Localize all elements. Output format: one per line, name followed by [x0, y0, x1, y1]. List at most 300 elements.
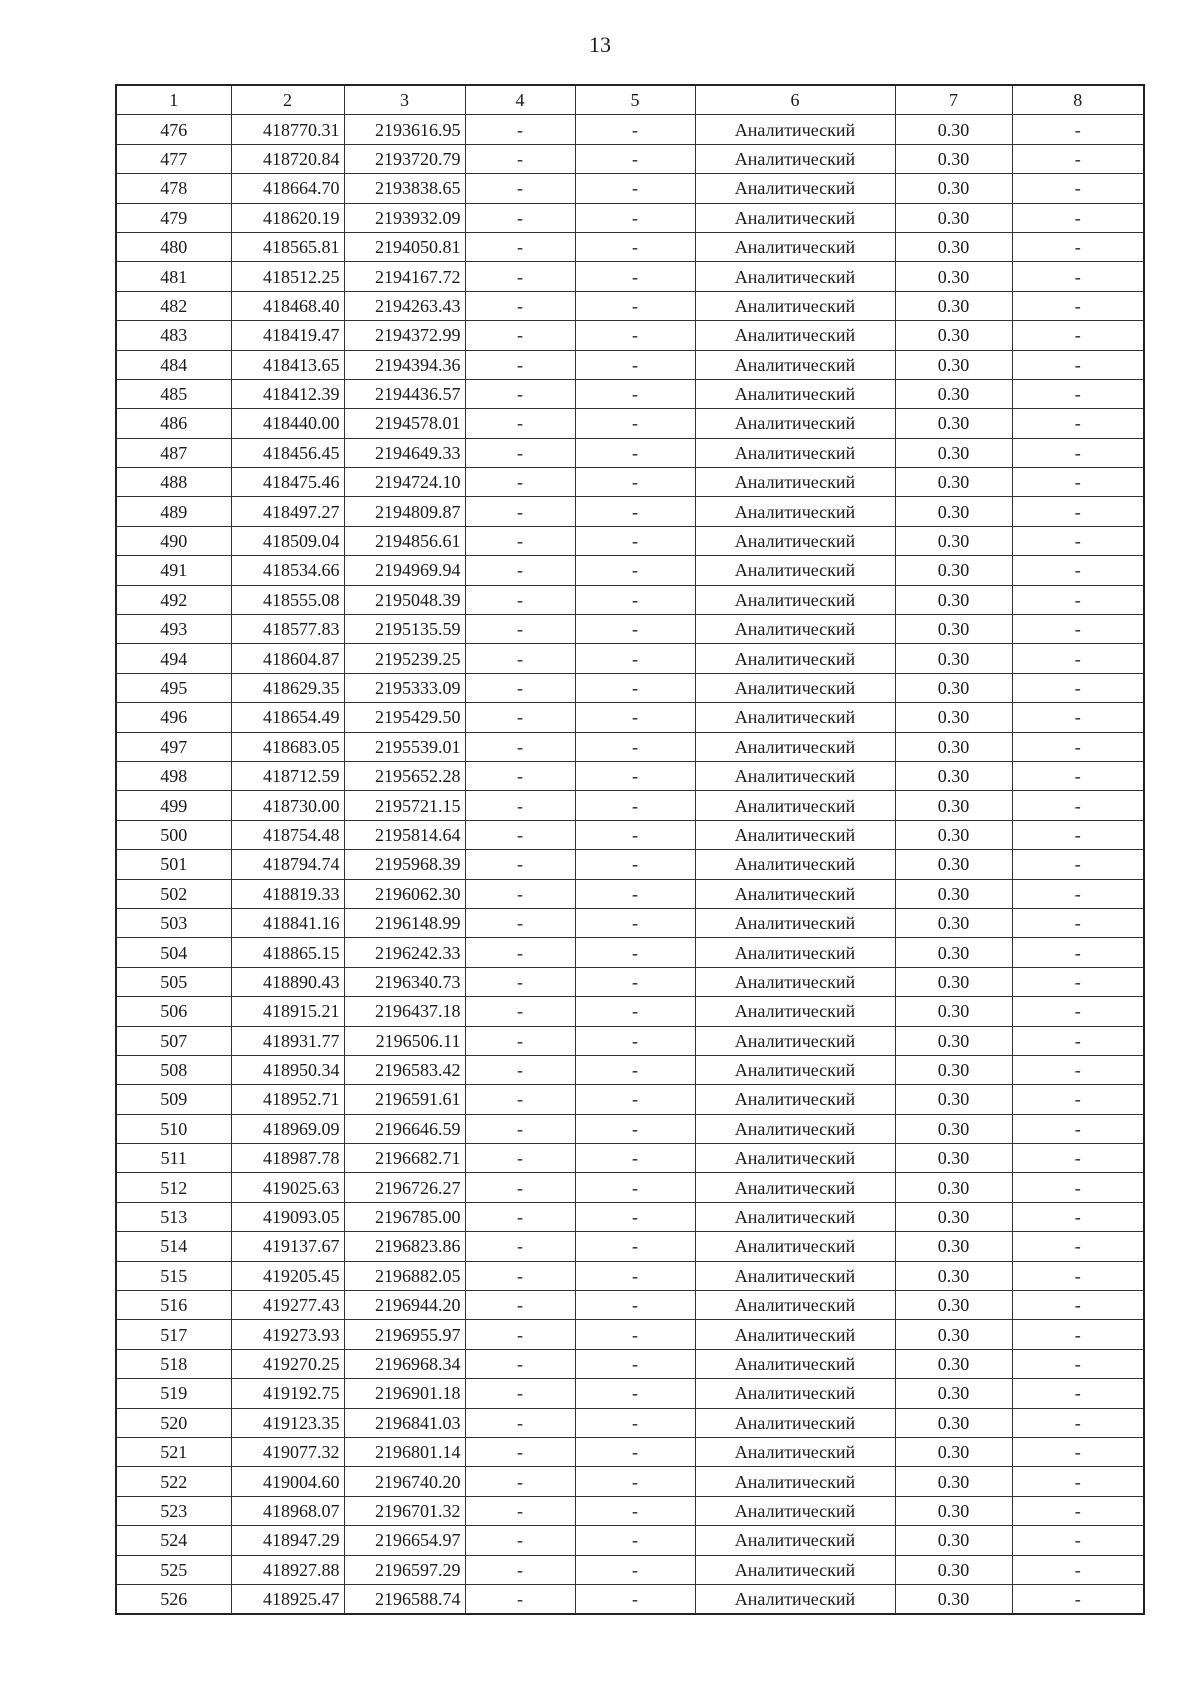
cell-x-coordinate: 418730.00 [231, 791, 344, 820]
table-row [116, 1526, 1144, 1555]
cell-col-4: - [465, 379, 575, 408]
table-row [116, 321, 1144, 350]
cell-point-number: 513 [116, 1202, 231, 1231]
cell-method: Аналитический [695, 1379, 895, 1408]
cell-accuracy: 0.30 [895, 879, 1012, 908]
cell-x-coordinate: 419077.32 [231, 1437, 344, 1466]
cell-point-number: 477 [116, 144, 231, 173]
cell-col-5: - [575, 938, 695, 967]
cell-x-coordinate: 418969.09 [231, 1114, 344, 1143]
cell-x-coordinate: 419123.35 [231, 1408, 344, 1437]
cell-col-8: - [1012, 115, 1144, 144]
cell-accuracy: 0.30 [895, 1202, 1012, 1231]
cell-point-number: 520 [116, 1408, 231, 1437]
cell-col-8: - [1012, 1173, 1144, 1202]
table-row [116, 203, 1144, 232]
cell-method: Аналитический [695, 1202, 895, 1231]
cell-col-8: - [1012, 997, 1144, 1026]
cell-accuracy: 0.30 [895, 1584, 1012, 1614]
cell-col-8: - [1012, 1232, 1144, 1261]
cell-point-number: 505 [116, 967, 231, 996]
cell-point-number: 519 [116, 1379, 231, 1408]
cell-col-8: - [1012, 1408, 1144, 1437]
cell-accuracy: 0.30 [895, 938, 1012, 967]
cell-col-4: - [465, 1379, 575, 1408]
cell-col-4: - [465, 703, 575, 732]
cell-col-4: - [465, 262, 575, 291]
cell-col-4: - [465, 203, 575, 232]
cell-col-4: - [465, 1496, 575, 1525]
cell-accuracy: 0.30 [895, 291, 1012, 320]
cell-col-5: - [575, 644, 695, 673]
cell-y-coordinate: 2195721.15 [344, 791, 465, 820]
table-row [116, 350, 1144, 379]
cell-accuracy: 0.30 [895, 379, 1012, 408]
table-row [116, 1584, 1144, 1614]
table-row [116, 791, 1144, 820]
cell-col-8: - [1012, 1526, 1144, 1555]
cell-y-coordinate: 2196437.18 [344, 997, 465, 1026]
cell-col-4: - [465, 1320, 575, 1349]
table-row [116, 291, 1144, 320]
cell-x-coordinate: 418952.71 [231, 1085, 344, 1114]
cell-col-4: - [465, 497, 575, 526]
cell-col-5: - [575, 1261, 695, 1290]
cell-col-4: - [465, 350, 575, 379]
cell-method: Аналитический [695, 585, 895, 614]
cell-y-coordinate: 2195814.64 [344, 820, 465, 849]
cell-method: Аналитический [695, 1055, 895, 1084]
cell-x-coordinate: 418950.34 [231, 1055, 344, 1084]
table-row [116, 1320, 1144, 1349]
cell-point-number: 526 [116, 1584, 231, 1614]
cell-y-coordinate: 2195968.39 [344, 850, 465, 879]
cell-accuracy: 0.30 [895, 1114, 1012, 1143]
coordinates-table [115, 84, 1145, 1615]
cell-method: Аналитический [695, 1437, 895, 1466]
cell-col-8: - [1012, 1114, 1144, 1143]
cell-x-coordinate: 418794.74 [231, 850, 344, 879]
cell-method: Аналитический [695, 644, 895, 673]
cell-col-5: - [575, 203, 695, 232]
cell-x-coordinate: 418720.84 [231, 144, 344, 173]
table-row [116, 703, 1144, 732]
cell-method: Аналитический [695, 409, 895, 438]
cell-col-8: - [1012, 1291, 1144, 1320]
table-row [116, 879, 1144, 908]
cell-method: Аналитический [695, 379, 895, 408]
table-row [116, 1555, 1144, 1584]
cell-point-number: 521 [116, 1437, 231, 1466]
cell-col-4: - [465, 673, 575, 702]
column-header-5: 5 [575, 85, 695, 115]
cell-accuracy: 0.30 [895, 908, 1012, 937]
cell-accuracy: 0.30 [895, 644, 1012, 673]
table-row [116, 232, 1144, 261]
cell-point-number: 512 [116, 1173, 231, 1202]
cell-x-coordinate: 418534.66 [231, 556, 344, 585]
cell-point-number: 500 [116, 820, 231, 849]
cell-x-coordinate: 418664.70 [231, 174, 344, 203]
table-header-row [116, 85, 1144, 115]
cell-point-number: 514 [116, 1232, 231, 1261]
cell-x-coordinate: 418925.47 [231, 1584, 344, 1614]
cell-col-5: - [575, 497, 695, 526]
cell-y-coordinate: 2196882.05 [344, 1261, 465, 1290]
cell-col-8: - [1012, 556, 1144, 585]
cell-col-5: - [575, 1555, 695, 1584]
cell-col-5: - [575, 997, 695, 1026]
cell-x-coordinate: 418927.88 [231, 1555, 344, 1584]
table-row [116, 1144, 1144, 1173]
cell-y-coordinate: 2196588.74 [344, 1584, 465, 1614]
cell-col-4: - [465, 1526, 575, 1555]
cell-col-4: - [465, 526, 575, 555]
cell-col-5: - [575, 1526, 695, 1555]
cell-col-4: - [465, 1026, 575, 1055]
cell-point-number: 507 [116, 1026, 231, 1055]
cell-x-coordinate: 418475.46 [231, 468, 344, 497]
cell-accuracy: 0.30 [895, 497, 1012, 526]
cell-accuracy: 0.30 [895, 1320, 1012, 1349]
table-row [116, 761, 1144, 790]
table-row [116, 468, 1144, 497]
cell-col-4: - [465, 115, 575, 144]
table-row [116, 1291, 1144, 1320]
cell-point-number: 487 [116, 438, 231, 467]
cell-point-number: 508 [116, 1055, 231, 1084]
cell-y-coordinate: 2196646.59 [344, 1114, 465, 1143]
cell-accuracy: 0.30 [895, 1496, 1012, 1525]
cell-col-5: - [575, 732, 695, 761]
cell-y-coordinate: 2196654.97 [344, 1526, 465, 1555]
cell-method: Аналитический [695, 321, 895, 350]
table-row [116, 438, 1144, 467]
column-header-8: 8 [1012, 85, 1144, 115]
cell-accuracy: 0.30 [895, 732, 1012, 761]
cell-col-5: - [575, 379, 695, 408]
cell-accuracy: 0.30 [895, 1261, 1012, 1290]
cell-method: Аналитический [695, 174, 895, 203]
cell-accuracy: 0.30 [895, 791, 1012, 820]
cell-point-number: 497 [116, 732, 231, 761]
cell-point-number: 515 [116, 1261, 231, 1290]
cell-y-coordinate: 2196841.03 [344, 1408, 465, 1437]
cell-col-8: - [1012, 791, 1144, 820]
cell-accuracy: 0.30 [895, 232, 1012, 261]
cell-col-4: - [465, 1261, 575, 1290]
cell-y-coordinate: 2195135.59 [344, 615, 465, 644]
cell-point-number: 491 [116, 556, 231, 585]
cell-point-number: 492 [116, 585, 231, 614]
table-row [116, 1349, 1144, 1378]
cell-x-coordinate: 418555.08 [231, 585, 344, 614]
cell-col-4: - [465, 1202, 575, 1231]
cell-y-coordinate: 2194167.72 [344, 262, 465, 291]
column-header-3: 3 [344, 85, 465, 115]
cell-col-8: - [1012, 703, 1144, 732]
cell-point-number: 485 [116, 379, 231, 408]
cell-col-4: - [465, 644, 575, 673]
cell-accuracy: 0.30 [895, 526, 1012, 555]
cell-y-coordinate: 2196968.34 [344, 1349, 465, 1378]
cell-method: Аналитический [695, 879, 895, 908]
cell-col-8: - [1012, 438, 1144, 467]
column-header-7: 7 [895, 85, 1012, 115]
cell-point-number: 501 [116, 850, 231, 879]
cell-col-8: - [1012, 174, 1144, 203]
column-header-1: 1 [116, 85, 231, 115]
cell-point-number: 522 [116, 1467, 231, 1496]
cell-col-4: - [465, 1114, 575, 1143]
table-row [116, 1202, 1144, 1231]
cell-y-coordinate: 2196801.14 [344, 1437, 465, 1466]
cell-method: Аналитический [695, 115, 895, 144]
cell-point-number: 483 [116, 321, 231, 350]
cell-col-8: - [1012, 967, 1144, 996]
cell-y-coordinate: 2193932.09 [344, 203, 465, 232]
cell-method: Аналитический [695, 203, 895, 232]
cell-col-4: - [465, 468, 575, 497]
page-number: 13 [589, 32, 611, 57]
cell-point-number: 510 [116, 1114, 231, 1143]
table-row [116, 938, 1144, 967]
cell-col-5: - [575, 703, 695, 732]
cell-accuracy: 0.30 [895, 761, 1012, 790]
cell-point-number: 502 [116, 879, 231, 908]
table-row [116, 1496, 1144, 1525]
cell-y-coordinate: 2195429.50 [344, 703, 465, 732]
cell-accuracy: 0.30 [895, 203, 1012, 232]
cell-col-5: - [575, 321, 695, 350]
cell-col-5: - [575, 1467, 695, 1496]
cell-col-8: - [1012, 1467, 1144, 1496]
cell-x-coordinate: 418890.43 [231, 967, 344, 996]
cell-col-5: - [575, 1085, 695, 1114]
cell-col-4: - [465, 1584, 575, 1614]
cell-accuracy: 0.30 [895, 144, 1012, 173]
cell-point-number: 506 [116, 997, 231, 1026]
cell-accuracy: 0.30 [895, 468, 1012, 497]
cell-method: Аналитический [695, 1584, 895, 1614]
table-row [116, 585, 1144, 614]
table-row [116, 174, 1144, 203]
cell-y-coordinate: 2194436.57 [344, 379, 465, 408]
cell-accuracy: 0.30 [895, 262, 1012, 291]
cell-x-coordinate: 419270.25 [231, 1349, 344, 1378]
cell-accuracy: 0.30 [895, 350, 1012, 379]
table-row [116, 1261, 1144, 1290]
cell-col-4: - [465, 1144, 575, 1173]
cell-accuracy: 0.30 [895, 673, 1012, 702]
cell-col-5: - [575, 967, 695, 996]
cell-x-coordinate: 418512.25 [231, 262, 344, 291]
cell-y-coordinate: 2194649.33 [344, 438, 465, 467]
cell-col-8: - [1012, 350, 1144, 379]
cell-method: Аналитический [695, 1114, 895, 1143]
table-row [116, 1437, 1144, 1466]
cell-accuracy: 0.30 [895, 1026, 1012, 1055]
cell-col-8: - [1012, 615, 1144, 644]
cell-accuracy: 0.30 [895, 1085, 1012, 1114]
cell-y-coordinate: 2196340.73 [344, 967, 465, 996]
cell-method: Аналитический [695, 468, 895, 497]
table-row [116, 850, 1144, 879]
cell-col-4: - [465, 291, 575, 320]
cell-method: Аналитический [695, 438, 895, 467]
cell-col-8: - [1012, 1026, 1144, 1055]
cell-col-5: - [575, 291, 695, 320]
cell-method: Аналитический [695, 732, 895, 761]
cell-y-coordinate: 2193720.79 [344, 144, 465, 173]
cell-col-5: - [575, 1349, 695, 1378]
cell-accuracy: 0.30 [895, 1437, 1012, 1466]
cell-col-8: - [1012, 1202, 1144, 1231]
cell-col-5: - [575, 174, 695, 203]
cell-point-number: 476 [116, 115, 231, 144]
cell-col-5: - [575, 1584, 695, 1614]
cell-col-5: - [575, 1173, 695, 1202]
cell-y-coordinate: 2196901.18 [344, 1379, 465, 1408]
cell-method: Аналитический [695, 703, 895, 732]
cell-point-number: 511 [116, 1144, 231, 1173]
cell-accuracy: 0.30 [895, 1408, 1012, 1437]
cell-x-coordinate: 419205.45 [231, 1261, 344, 1290]
cell-point-number: 517 [116, 1320, 231, 1349]
cell-x-coordinate: 418987.78 [231, 1144, 344, 1173]
cell-col-8: - [1012, 144, 1144, 173]
cell-accuracy: 0.30 [895, 1526, 1012, 1555]
cell-col-5: - [575, 526, 695, 555]
cell-accuracy: 0.30 [895, 1055, 1012, 1084]
cell-method: Аналитический [695, 967, 895, 996]
cell-accuracy: 0.30 [895, 967, 1012, 996]
cell-accuracy: 0.30 [895, 321, 1012, 350]
cell-method: Аналитический [695, 938, 895, 967]
cell-accuracy: 0.30 [895, 438, 1012, 467]
cell-col-8: - [1012, 1496, 1144, 1525]
cell-x-coordinate: 418947.29 [231, 1526, 344, 1555]
cell-method: Аналитический [695, 497, 895, 526]
cell-accuracy: 0.30 [895, 115, 1012, 144]
cell-method: Аналитический [695, 556, 895, 585]
cell-col-8: - [1012, 1320, 1144, 1349]
cell-x-coordinate: 418509.04 [231, 526, 344, 555]
cell-x-coordinate: 418754.48 [231, 820, 344, 849]
cell-point-number: 488 [116, 468, 231, 497]
cell-col-5: - [575, 1055, 695, 1084]
cell-col-5: - [575, 1379, 695, 1408]
cell-y-coordinate: 2196785.00 [344, 1202, 465, 1231]
cell-col-4: - [465, 438, 575, 467]
cell-x-coordinate: 419192.75 [231, 1379, 344, 1408]
cell-col-8: - [1012, 1379, 1144, 1408]
cell-col-8: - [1012, 732, 1144, 761]
cell-y-coordinate: 2196583.42 [344, 1055, 465, 1084]
cell-point-number: 484 [116, 350, 231, 379]
cell-accuracy: 0.30 [895, 997, 1012, 1026]
cell-method: Аналитический [695, 350, 895, 379]
cell-method: Аналитический [695, 1555, 895, 1584]
cell-point-number: 495 [116, 673, 231, 702]
cell-method: Аналитический [695, 1232, 895, 1261]
cell-col-4: - [465, 1467, 575, 1496]
cell-col-4: - [465, 791, 575, 820]
cell-col-5: - [575, 908, 695, 937]
cell-accuracy: 0.30 [895, 1173, 1012, 1202]
cell-y-coordinate: 2193838.65 [344, 174, 465, 203]
cell-y-coordinate: 2196597.29 [344, 1555, 465, 1584]
cell-x-coordinate: 418770.31 [231, 115, 344, 144]
cell-method: Аналитический [695, 232, 895, 261]
cell-col-4: - [465, 1173, 575, 1202]
cell-y-coordinate: 2195652.28 [344, 761, 465, 790]
cell-x-coordinate: 418565.81 [231, 232, 344, 261]
cell-col-5: - [575, 232, 695, 261]
cell-method: Аналитический [695, 1349, 895, 1378]
cell-col-8: - [1012, 820, 1144, 849]
cell-x-coordinate: 418712.59 [231, 761, 344, 790]
cell-y-coordinate: 2194372.99 [344, 321, 465, 350]
cell-col-4: - [465, 1085, 575, 1114]
cell-y-coordinate: 2193616.95 [344, 115, 465, 144]
table-row [116, 409, 1144, 438]
cell-accuracy: 0.30 [895, 1379, 1012, 1408]
cell-y-coordinate: 2196591.61 [344, 1085, 465, 1114]
cell-col-8: - [1012, 673, 1144, 702]
cell-accuracy: 0.30 [895, 1467, 1012, 1496]
cell-point-number: 489 [116, 497, 231, 526]
table-row [116, 1379, 1144, 1408]
cell-col-8: - [1012, 321, 1144, 350]
cell-col-8: - [1012, 497, 1144, 526]
cell-y-coordinate: 2196823.86 [344, 1232, 465, 1261]
table-row [116, 379, 1144, 408]
cell-y-coordinate: 2196506.11 [344, 1026, 465, 1055]
cell-y-coordinate: 2194856.61 [344, 526, 465, 555]
cell-col-8: - [1012, 761, 1144, 790]
cell-col-8: - [1012, 1437, 1144, 1466]
cell-point-number: 516 [116, 1291, 231, 1320]
cell-col-8: - [1012, 850, 1144, 879]
cell-accuracy: 0.30 [895, 850, 1012, 879]
cell-method: Аналитический [695, 1026, 895, 1055]
table-row [116, 820, 1144, 849]
cell-y-coordinate: 2194724.10 [344, 468, 465, 497]
cell-point-number: 493 [116, 615, 231, 644]
cell-y-coordinate: 2194050.81 [344, 232, 465, 261]
table-row [116, 967, 1144, 996]
table-row [116, 1114, 1144, 1143]
cell-col-5: - [575, 350, 695, 379]
cell-method: Аналитический [695, 1467, 895, 1496]
cell-col-8: - [1012, 291, 1144, 320]
cell-point-number: 498 [116, 761, 231, 790]
table-row [116, 526, 1144, 555]
cell-col-8: - [1012, 379, 1144, 408]
cell-x-coordinate: 418440.00 [231, 409, 344, 438]
table-row [116, 556, 1144, 585]
cell-y-coordinate: 2196682.71 [344, 1144, 465, 1173]
cell-point-number: 503 [116, 908, 231, 937]
cell-col-4: - [465, 556, 575, 585]
table-row [116, 615, 1144, 644]
cell-col-8: - [1012, 1085, 1144, 1114]
cell-point-number: 478 [116, 174, 231, 203]
table-row [116, 673, 1144, 702]
cell-col-5: - [575, 262, 695, 291]
cell-col-5: - [575, 1026, 695, 1055]
